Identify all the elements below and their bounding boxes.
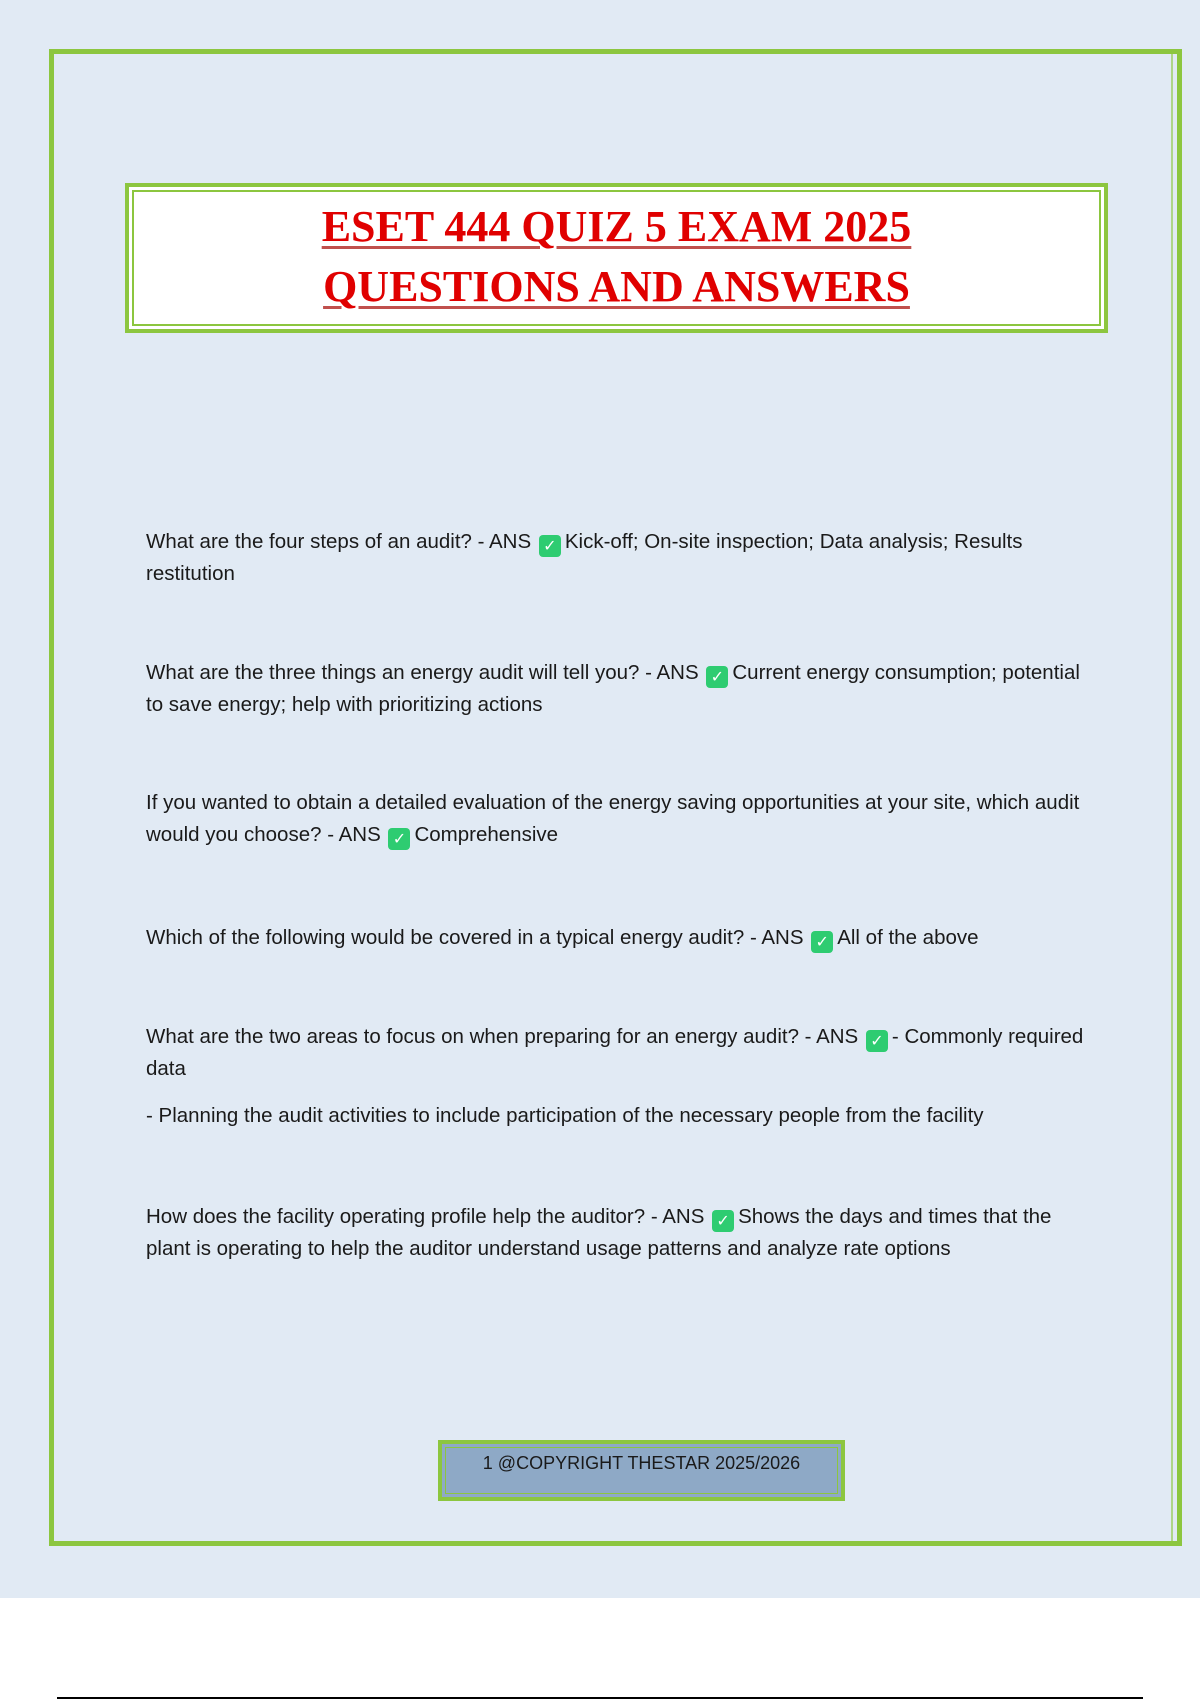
check-mark-icon: ✓ (866, 1030, 888, 1052)
title-line-1: ESET 444 QUIZ 5 EXAM 2025 (321, 202, 912, 251)
answer-text: Current energy consumption; potential to save energy; help with prioritizing actions (146, 661, 1080, 716)
answer-text: Kick-off; On-site inspection; Data analysis; Results restitution (146, 530, 1023, 585)
footer-copyright-text: 1 @COPYRIGHT THESTAR 2025/2026 (482, 1453, 801, 1473)
answer-text: - Commonly required data (146, 1025, 1084, 1080)
check-mark-icon: ✓ (388, 828, 410, 850)
qa-item-1 (146, 526, 1086, 590)
question-text: How does the facility operating profile help the auditor? - ANS (146, 1205, 711, 1228)
check-mark-icon: ✓ (811, 931, 833, 953)
qa-item-2 (146, 657, 1086, 721)
question-text: What are the four steps of an audit? - ANS (146, 530, 537, 553)
qa-item-4 (146, 922, 1086, 954)
bottom-divider (57, 1697, 1143, 1699)
question-text: Which of the following would be covered in a typical energy audit? - ANS (146, 926, 810, 949)
title-box (125, 183, 1108, 333)
check-mark-icon: ✓ (712, 1210, 734, 1232)
question-text: What are the three things an energy audit will tell you? - ANS (146, 661, 705, 684)
qa-item-5 (146, 1021, 1086, 1085)
check-mark-icon: ✓ (539, 535, 561, 557)
answer-text: Comprehensive (414, 823, 559, 846)
question-text: If you wanted to obtain a detailed evaluation of the energy saving opportunities at your site, which audit would you choose? - ANS (146, 791, 1080, 846)
answer-text: All of the above (837, 926, 979, 949)
question-text: What are the two areas to focus on when preparing for an energy audit? - ANS (146, 1025, 864, 1048)
footer-copyright-box (438, 1440, 845, 1501)
qa-item-6 (146, 1201, 1086, 1265)
answer-continued-text: - Planning the audit activities to include participation of the necessary people from the facility (146, 1104, 984, 1127)
answer-text: Shows the days and times that the plant is operating to help the auditor understand usage patterns and analyze rate options (146, 1205, 1052, 1260)
check-mark-icon: ✓ (706, 666, 728, 688)
document-title (129, 197, 1104, 317)
qa-item-3 (146, 787, 1086, 851)
title-line-2: QUESTIONS AND ANSWERS (323, 262, 910, 311)
qa-item-5-continued (146, 1100, 1086, 1132)
